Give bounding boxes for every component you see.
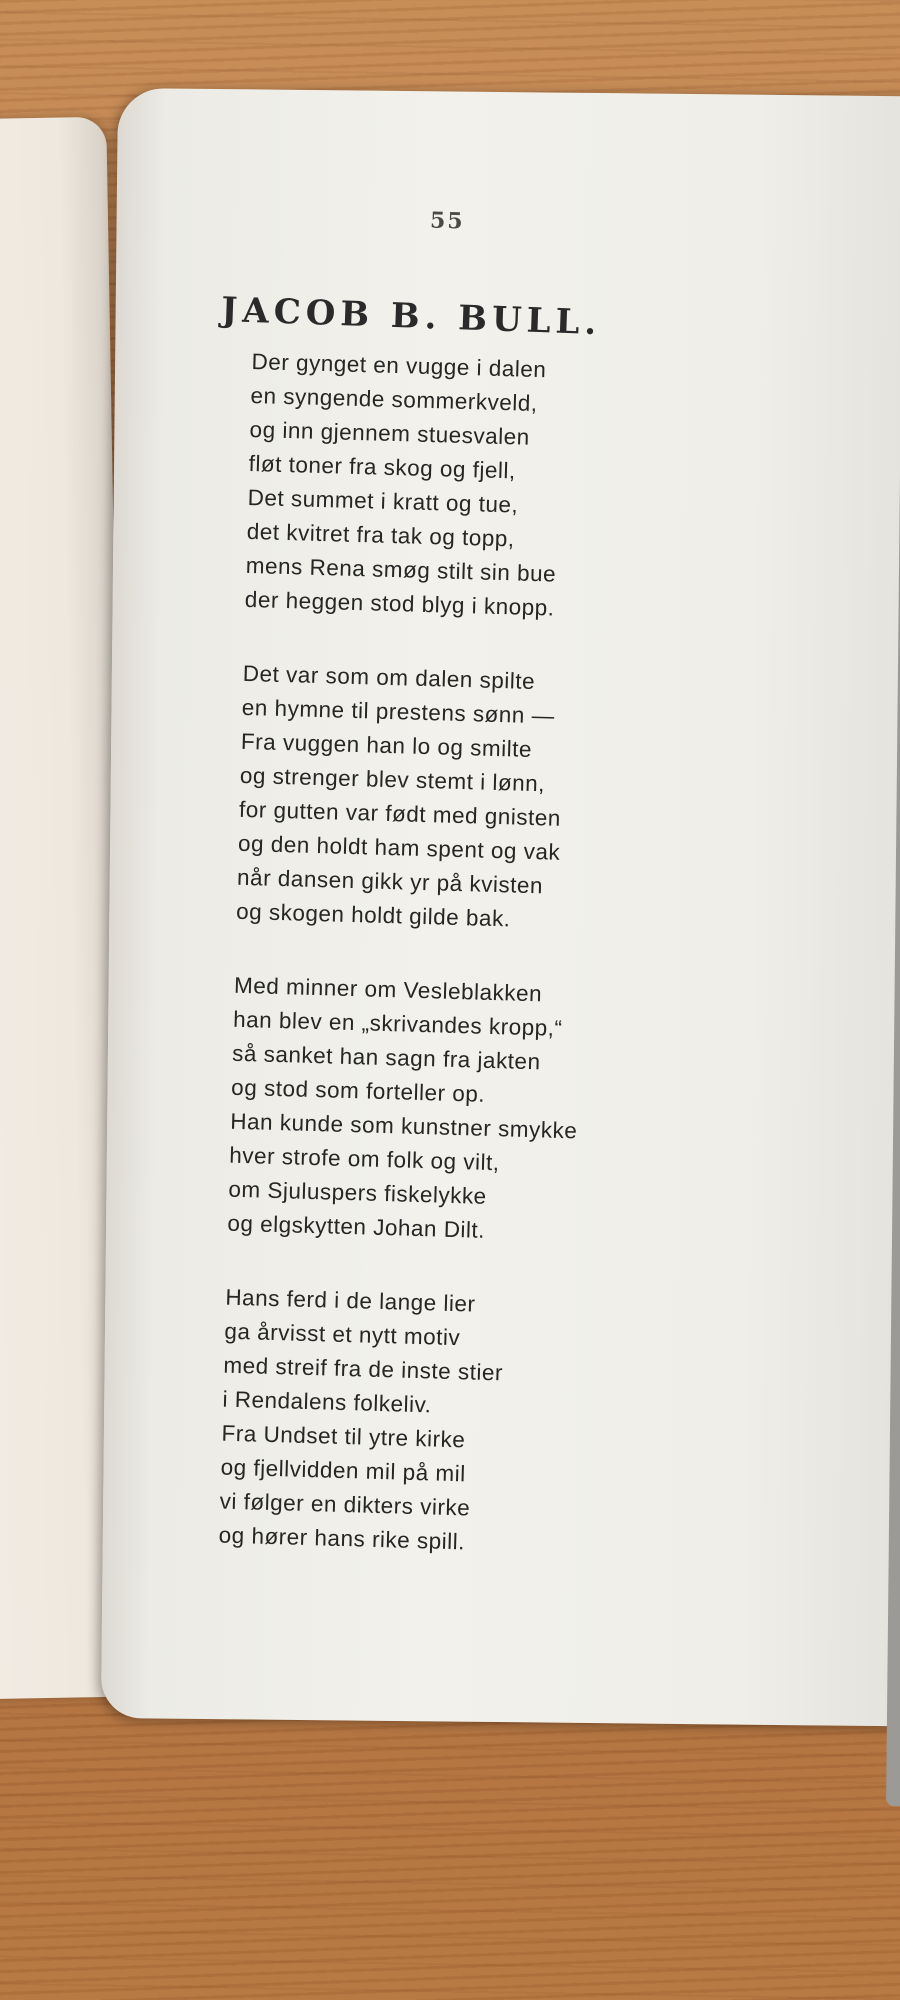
poem-line: når dansen gikk yr på kvisten — [236, 864, 544, 899]
poem-line: om Sjuluspers fiskelykke — [228, 1176, 488, 1209]
poem-line: en syngende sommerkveld, — [250, 382, 538, 416]
poem-line: mens Rena smøg stilt sin bue — [245, 552, 557, 587]
poem-line: og strenger blev stemt i lønn, — [239, 762, 546, 797]
poem-line: og inn gjennem stuesvalen — [249, 416, 531, 450]
stanza-2 — [236, 657, 683, 941]
poem-line: vi følger en dikters virke — [219, 1488, 471, 1521]
poem-line: han blev en „skrivandes kropp,“ — [232, 1006, 563, 1041]
page-number: 55 — [429, 207, 465, 235]
poem-line: Fra Undset til ytre kirke — [221, 1420, 466, 1453]
poem-line: og hører hans rike spill. — [218, 1522, 466, 1555]
poem-line: i Rendalens folkeliv. — [222, 1386, 432, 1418]
poem-line: for gutten var født med gnisten — [238, 796, 562, 831]
poem-line: og skogen holdt gilde bak. — [235, 898, 511, 932]
poem-line: ga årvisst et nytt motiv — [224, 1318, 461, 1351]
poem-line: der heggen stod blyg i knopp. — [244, 586, 555, 621]
poem-line: og stod som forteller op. — [230, 1074, 486, 1107]
poem-title: JACOB B. BULL. — [220, 290, 602, 344]
poem-line: og fjellvidden mil på mil — [220, 1454, 467, 1487]
poem-line: hver strofe om folk og vilt, — [229, 1142, 500, 1176]
poem-line: Der gynget en vugge i dalen — [251, 348, 547, 383]
poem-line: Han kunde som kunstner smykke — [229, 1108, 578, 1144]
poem-line: og elgskytten Johan Dilt. — [227, 1210, 486, 1243]
poem — [217, 345, 692, 1605]
poem-line: Hans ferd i de lange lier — [225, 1284, 476, 1317]
poem-line: fløt toner fra skog og fjell, — [248, 450, 517, 484]
poem-line: Fra vuggen han lo og smilte — [240, 728, 533, 762]
poem-line: Det var som om dalen spilte — [242, 660, 536, 695]
poem-line: Med minner om Vesleblakken — [233, 972, 543, 1007]
poem-line: med streif fra de inste stier — [223, 1352, 504, 1386]
poem-line: en hymne til prestens sønn — — [241, 694, 555, 729]
poem-line: det kvitret fra tak og topp, — [246, 518, 515, 552]
stanza-1 — [244, 345, 691, 629]
poem-line: så sanket han sagn fra jakten — [231, 1040, 541, 1075]
stanza-4 — [218, 1281, 665, 1565]
poem-line: og den holdt ham spent og vak — [237, 830, 561, 865]
stanza-3 — [227, 969, 674, 1253]
page-edge — [886, 326, 900, 1806]
poem-line: Det summet i kratt og tue, — [247, 484, 519, 518]
